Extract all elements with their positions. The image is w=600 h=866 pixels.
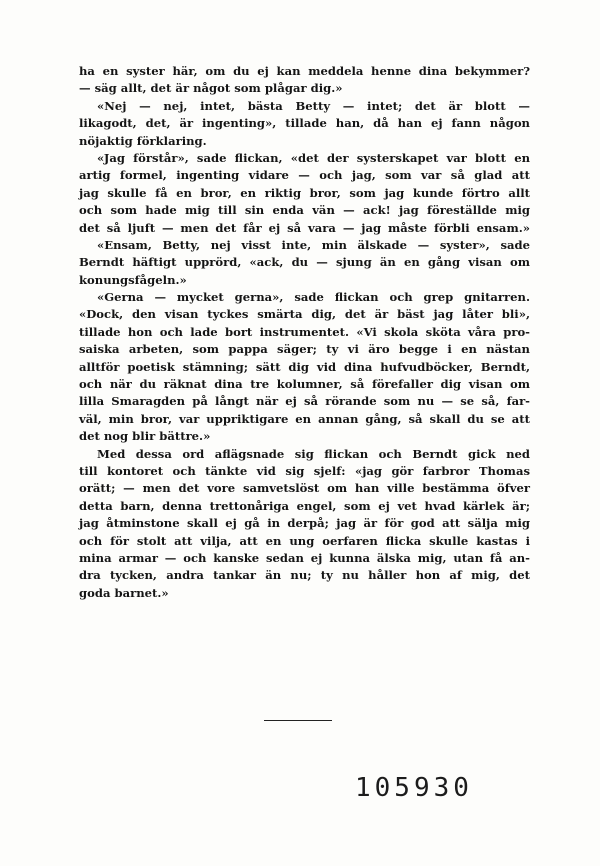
- library-stamp-number: 105930: [355, 773, 473, 803]
- text-line: ha en syster här, om du ej kan meddela henne dina bekymmer?: [79, 64, 530, 78]
- text-line: och för stolt att vilja, att en ung oerfaren flicka skulle kastas i: [79, 533, 530, 548]
- text-line: konungsfågeln.»: [79, 272, 187, 287]
- text-line: och som hade mig till sin enda vän — ack! jag föreställde mig: [79, 203, 530, 218]
- text-line: och när du räknat dina tre kolumner, så förefaller dig visan om: [79, 377, 530, 392]
- text-line: — säg allt, det är något som plågar dig.»: [79, 81, 343, 96]
- text-line: alltför poetisk stämning; sätt dig vid dina hufvudböcker, Berndt,: [79, 359, 530, 374]
- text-line: till kontoret och tänkte vid sig sjelf: «jag gör farbror Thomas: [79, 463, 530, 478]
- text-line: «Nej — nej, intet, bästa Betty — intet; det är blott —: [97, 98, 530, 113]
- body-text: [79, 63, 530, 602]
- text-line: orätt; — men det vore samvetslöst om han ville bestämma öfver: [79, 481, 530, 496]
- text-line: dra tycken, andra tankar än nu; ty nu håller hon af mig, det: [79, 568, 530, 583]
- text-line: artig formel, ingenting vidare — och jag, som var så glad att: [79, 168, 530, 183]
- text-line: lilla Smaragden på långt när ej så rörande som nu — se så, far-: [79, 394, 530, 409]
- text-line: det nog blir bättre.»: [79, 429, 211, 444]
- text-line: «Dock, den visan tyckes smärta dig, det är bäst jag låter bli»,: [79, 307, 530, 322]
- text-line: «Gerna — mycket gerna», sade flickan och grep gnitarren.: [97, 290, 530, 305]
- text-line: detta barn, denna trettonåriga engel, som ej vet hvad kärlek är;: [79, 498, 530, 513]
- text-line: mina armar — och kanske sedan ej kunna älska mig, utan få an-: [79, 550, 530, 565]
- text-line: jag åtminstone skall ej gå in derpå; jag är för god att sälja mig: [79, 516, 530, 531]
- text-line: det så ljuft — men det får ej så vara — jag måste förbli ensam.»: [79, 220, 530, 235]
- text-line: goda barnet.»: [79, 585, 169, 600]
- text-line: väl, min bror, var uppriktigare en annan gång, så skall du se att: [79, 411, 530, 426]
- text-line: «Ensam, Betty, nej visst inte, min älskade — syster», sade: [97, 237, 530, 252]
- section-divider: [264, 720, 332, 721]
- text-line: likagodt, det, är ingenting», tillade han, då han ej fann någon: [79, 116, 530, 131]
- text-line: nöjaktig förklaring.: [79, 133, 207, 148]
- text-line: jag skulle få en bror, en riktig bror, som jag kunde förtro allt: [79, 185, 530, 200]
- text-line: «Jag förstår», sade flickan, «det der systerskapet var blott en: [97, 150, 530, 165]
- text-line: Med dessa ord aflägsnade sig flickan och Berndt gick ned: [97, 446, 530, 461]
- text-line: saiska arbeten, som pappa säger; ty vi äro begge i en nästan: [79, 342, 530, 357]
- text-line: tillade hon och lade bort instrumentet. «Vi skola sköta våra pro-: [79, 324, 530, 339]
- text-line: Berndt häftigt upprörd, «ack, du — sjung än en gång visan om: [79, 255, 530, 270]
